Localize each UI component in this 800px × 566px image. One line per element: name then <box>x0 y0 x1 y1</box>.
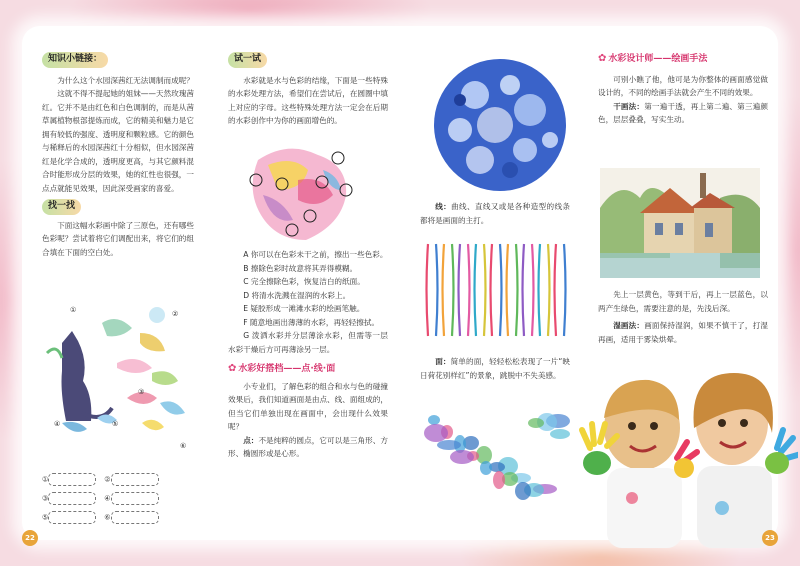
marker-6: ⑥ <box>180 442 187 450</box>
watercolor-blot <box>480 461 492 475</box>
watercolor-line <box>507 244 509 336</box>
watercolor-line <box>523 244 525 336</box>
page-number-right: 23 <box>762 530 778 546</box>
watercolor-line <box>484 244 486 336</box>
watercolor-line <box>532 244 534 336</box>
column-designer <box>598 52 768 127</box>
option-d: D 将清水洗溅在湿润的水彩上。 <box>243 290 351 300</box>
lines-watercolor-image <box>422 240 572 340</box>
face-text: 简单的面，轻轻松松表现了一片“映日荷花别样红”的景象，跳脱中不失美感。 <box>420 357 571 380</box>
watercolor-line <box>564 244 566 336</box>
paragraph-question: 为什么这个水园深茜红无法调制而成呢？ <box>57 75 194 85</box>
watercolor-blot <box>428 415 440 425</box>
column-try <box>228 52 388 128</box>
answer-blank[interactable] <box>111 511 159 524</box>
watercolor-line <box>475 244 477 336</box>
children-photo <box>572 368 798 548</box>
paragraph-partners: 小专业们，了解色彩的组合和水与色的碰撞效果后，我们知道画面是由点、线、面组成的，但当它们单独出现在画面中，会出现什么效果呢？ <box>228 381 388 431</box>
answer-blank[interactable] <box>48 473 96 486</box>
heading-knowledge: 知识小链接： <box>42 52 108 68</box>
watercolor-line <box>443 244 445 336</box>
watercolor-blot-image <box>238 140 358 240</box>
house-watercolor-image <box>600 168 760 278</box>
paragraph-try: 水彩就是水与色彩的结缘，下面是一些特殊的水彩处理方法，希望们在尝试后，在圆圈中填上对应的字母。这些特殊处理方法一定会在后期的水彩创作中为你的画面增色的。 <box>228 75 388 125</box>
answer-blanks: ① ② ③ ④ ⑤ ⑥ <box>42 470 202 527</box>
watercolor-line <box>555 244 557 336</box>
watercolor-line <box>500 244 502 336</box>
watercolor-blot <box>528 418 544 428</box>
watercolor-line <box>452 244 454 336</box>
option-b: B 擦除色彩时故意将其弄得模糊。 <box>243 263 358 273</box>
watercolor-line <box>459 244 461 336</box>
watercolor-blot <box>424 424 448 442</box>
marker-4: ④ <box>54 420 61 428</box>
answer-blank[interactable] <box>48 492 96 505</box>
dry-text: 第一遍干透，再上第二遍、第三遍颜色，层层叠叠，写实生动。 <box>598 101 769 124</box>
paragraph-designer: 可别小瞧了他，他可是为你整体的画面感觉做设计的，不同的绘画手法就会产生不同的效果。 <box>598 74 768 97</box>
heading-find: 找一找 <box>42 199 81 215</box>
watercolor-line <box>491 244 493 336</box>
line-text: 曲线、直线又或是各种造型的线条都将是画面的主打。 <box>420 202 571 225</box>
marker-1: ① <box>70 306 77 314</box>
watercolor-blot <box>493 471 505 489</box>
marker-2: ② <box>172 310 179 318</box>
butterfly-icon: ✿ <box>598 53 607 64</box>
dot-label: 点： <box>243 435 259 445</box>
option-g: G 泼洒水彩并分层薄涂水彩，但需等一层水彩干燥后方可再薄涂另一层。 <box>228 331 388 354</box>
option-c: C 完全擦除色彩，恢复洁白的纸面。 <box>243 277 365 286</box>
option-e: E 疑胶形成一滩滩水彩的绘画笔触。 <box>243 304 365 313</box>
watercolor-line <box>516 244 518 336</box>
page-number-left: 22 <box>22 530 38 546</box>
watercolor-line <box>468 244 470 336</box>
watercolor-blot <box>515 482 531 500</box>
paragraph-explanation: 这就不得不提起她的姐妹——天然玫瑰茜红。它并不是由红色和白色调制的，而是从茜草属植物根部提炼而成，它的精美和魅力是它拥有较低的强度、透明度和颗粒感。它的颜色与稀释后的水园深茜红十分相似，但水园深茜红是化学合成的，透明度更高，与其它颜料混合时能形成分层的效果，她的红性也很强，一点点就能见效果，因此深受画家的喜爱。 <box>42 89 194 193</box>
dry-label: 干画法： <box>613 101 645 111</box>
options-list <box>228 248 388 461</box>
watercolor-line <box>427 244 429 336</box>
heading-designer: 水彩设计师——绘画手法 <box>608 54 708 64</box>
heading-partners: 水彩好搭档——点·线·面 <box>238 364 336 374</box>
watercolor-blot <box>450 450 474 464</box>
option-a: A 你可以在色彩未干之前，擦出一些色彩。 <box>243 250 388 259</box>
watercolor-blot <box>550 429 570 439</box>
answer-blank[interactable] <box>111 492 159 505</box>
layer-text: 先上一层黄色，等到干后，再上一层蓝色，以两产生绿色，需要注意的是，先浅后深。 <box>598 290 768 313</box>
watercolor-line <box>539 244 541 336</box>
column-techniques <box>598 288 768 346</box>
face-label: 面： <box>435 357 451 366</box>
paragraph-find: 下面这幅水彩画中除了三原色，还有哪些色彩呢？尝试着将它们调配出来，将它们的组合填在下面的空白处。 <box>42 220 194 257</box>
answer-blank[interactable] <box>48 511 96 524</box>
wet-text: 画面保持湿润，如果不慎干了，打湿再画，适用于雾染烘晕。 <box>598 321 769 344</box>
marker-5: ⑤ <box>112 420 119 428</box>
dots-watercolor-image <box>430 55 570 195</box>
flower-icon: ✿ <box>228 363 237 374</box>
heading-try: 试一试 <box>228 52 267 68</box>
faces-watercolor-image <box>424 410 574 510</box>
column-knowledge <box>42 52 194 259</box>
watercolor-blot <box>437 440 461 450</box>
wet-label: 湿画法： <box>613 321 645 330</box>
line-label: 线： <box>435 202 452 211</box>
option-f: F 随意地画出薄薄的水彩，再轻轻擦拭。 <box>243 317 380 327</box>
dot-text: 不是纯粹的圆点，它可以是三角形、方形、椭圆形或是心形。 <box>228 435 389 458</box>
marker-3: ③ <box>138 388 145 396</box>
column-faces <box>420 355 570 382</box>
column-lines <box>420 200 570 227</box>
watercolor-line <box>548 244 550 336</box>
answer-blank[interactable] <box>111 473 159 486</box>
watercolor-line <box>436 244 438 336</box>
